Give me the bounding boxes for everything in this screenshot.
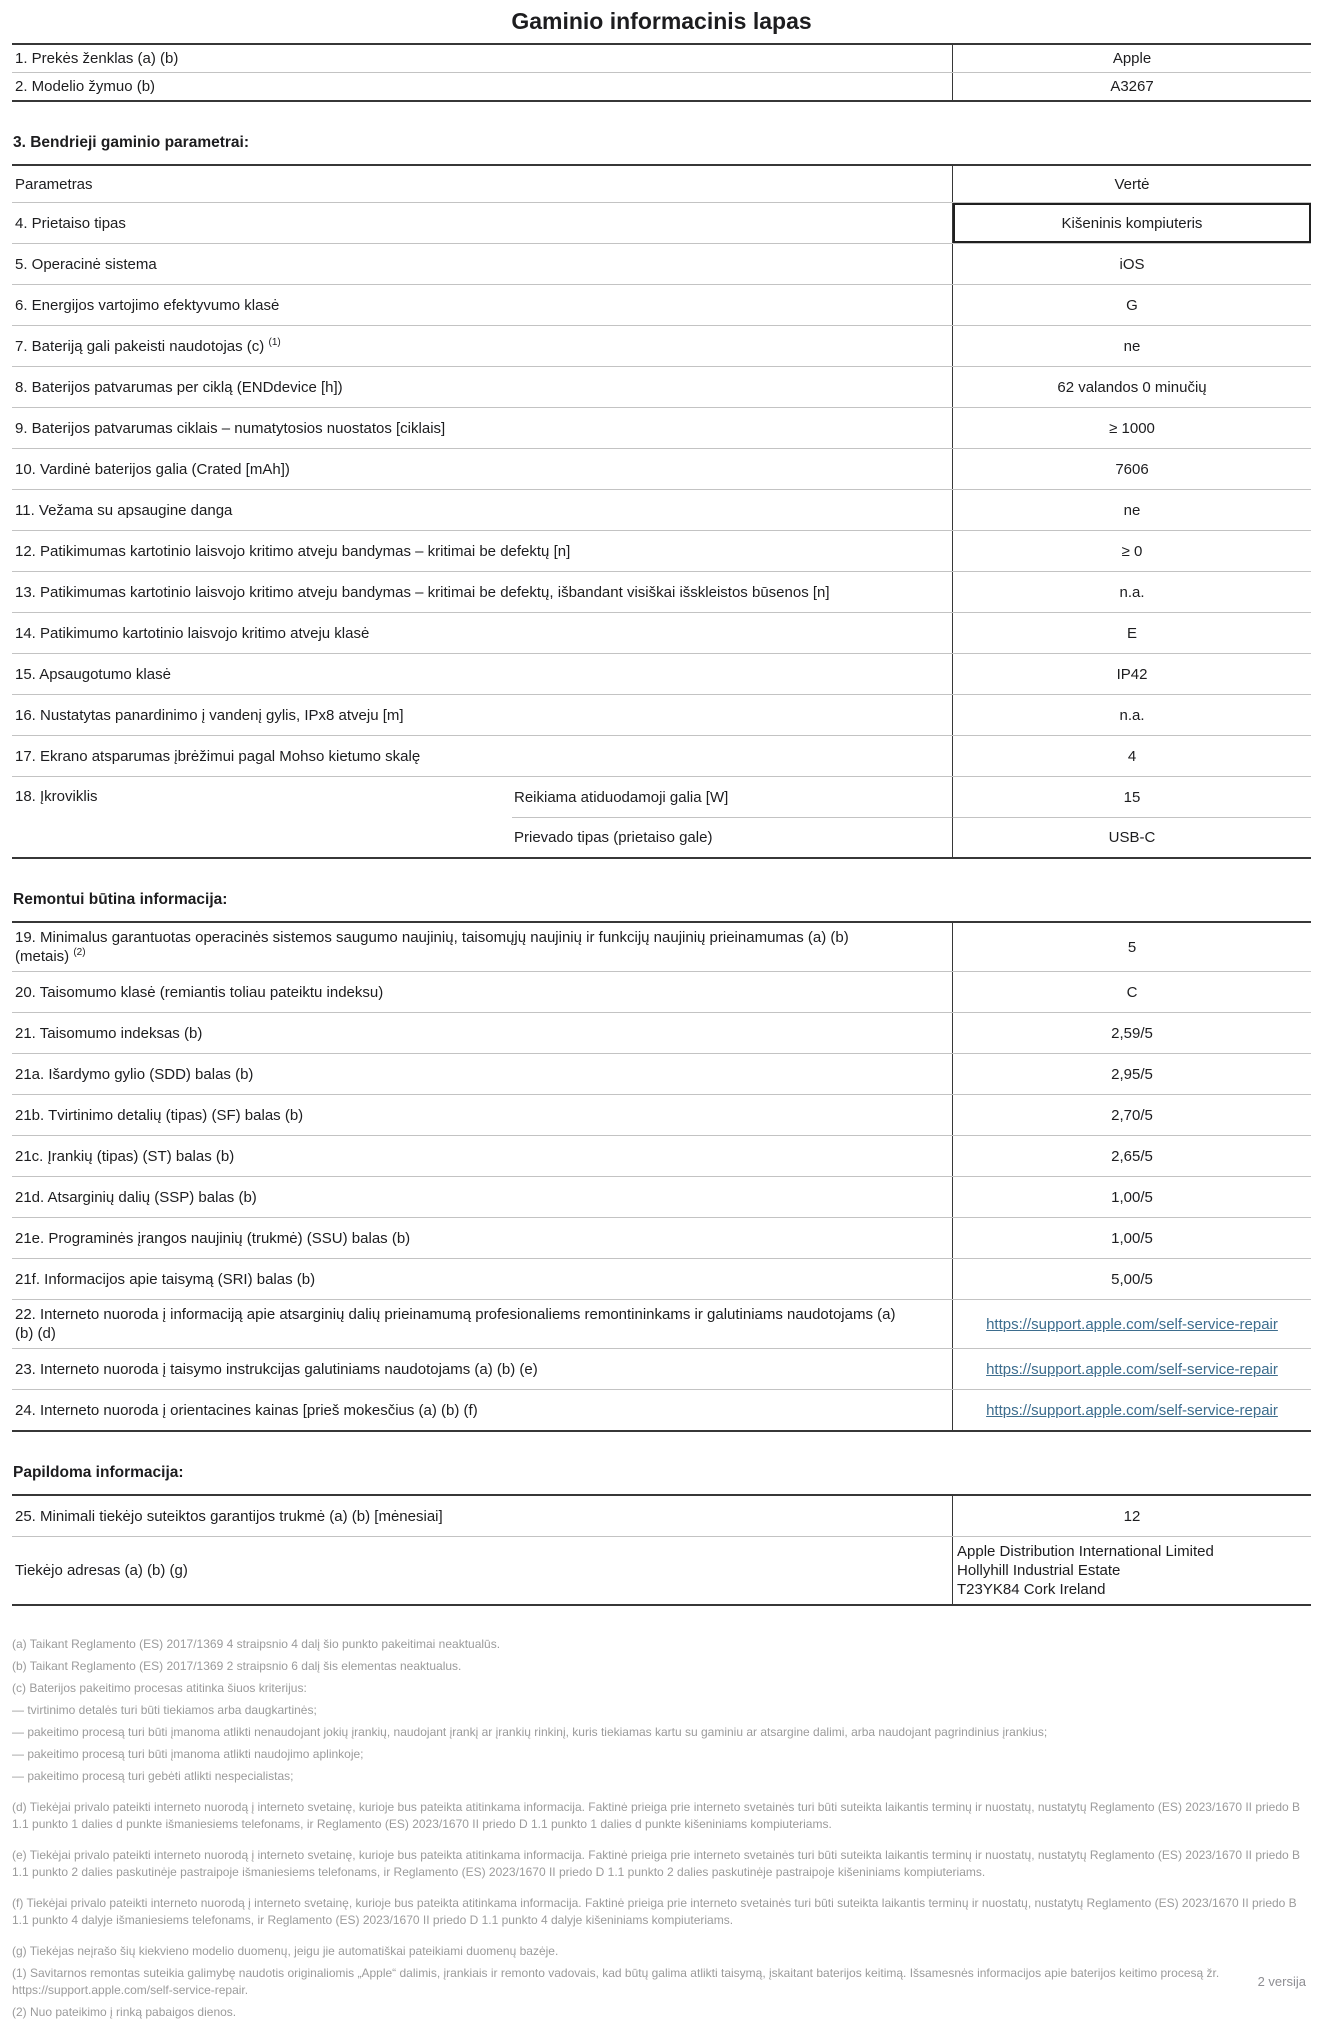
param-label-text: 17. Ekrano atsparumas įbrėžimui pagal Mohso kietumo skalę <box>15 747 421 765</box>
param-label-text: 21f. Informacijos apie taisymą (SRI) balas (b) <box>15 1270 316 1288</box>
param-row <box>12 530 1311 571</box>
param-label-text: 1. Prekės ženklas (a) (b) <box>15 50 179 67</box>
param-label-text: 7. Bateriją gali pakeisti naudotojas (c) $^{(1)}$ <box>15 336 281 355</box>
address-line: Apple Distribution International Limited <box>957 1543 1214 1560</box>
param-label-text: 14. Patikimumo kartotinio laisvojo kritimo atveju klasė <box>15 624 370 642</box>
param-label <box>12 326 952 366</box>
param-value <box>952 1537 1311 1604</box>
param-label <box>12 531 952 571</box>
param-row <box>12 1496 1311 1536</box>
param-value: 1,00/5 <box>952 1177 1311 1217</box>
param-value: 2,70/5 <box>952 1095 1311 1135</box>
param-value: n.a. <box>952 695 1311 735</box>
param-label-text: 11. Vežama su apsaugine danga <box>15 501 233 519</box>
footnote: — pakeitimo procesą turi gebėti atlikti nespecialistas; <box>12 1769 294 1783</box>
param-label-text: 2. Modelio žymuo (b) <box>15 78 156 95</box>
param-row <box>12 971 1311 1012</box>
footnote: (e) Tiekėjai privalo pateikti interneto nuorodą į interneto svetainę, kurioje bus pateikta atitinkama informacija. Faktinė prieiga prie interneto svetainės turi būti suteikta laikantis terminų ir nuostatų, nustatytų Reglamento (ES) 2023/1670 II priedo B 1.1 punkto 2 dalies paskutinėje pastraipoje išmaniesiems telefonams, ir Reglamento (ES) 2023/1670 II priedo D 1.1 punkto 2 dalies paskutinėje pastraipoje kišeniniams kompiuteriams. <box>12 1847 1301 1879</box>
param-label-text: 5. Operacinė sistema <box>15 255 157 273</box>
param-value <box>952 1390 1311 1430</box>
param-value: ne <box>952 490 1311 530</box>
param-label <box>12 285 952 325</box>
value-link[interactable]: https://support.apple.com/self-service-repair <box>986 1315 1278 1333</box>
param-value: A3267 <box>952 73 1311 100</box>
param-label-text: 21d. Atsarginių dalių (SSP) balas (b) <box>15 1188 257 1206</box>
param-label <box>12 736 952 776</box>
col-header-parametras: Parametras <box>15 175 93 193</box>
footnote: (1) Savitarnos remontas suteikia galimybę naudotis originaliomis „Apple“ dalimis, įrankiais ir remonto vadovais, kad būtų galima atlikti taisymą, įskaitant baterijos keitimą. Išsamesnės informacijos apie baterijos keitimo procesą žr. https://support.apple.com/self-service-repair. <box>12 1965 1220 1997</box>
param-label <box>12 490 952 530</box>
footnote: — tvirtinimo detalės turi būti tiekiamos arba daugkartinės; <box>12 1703 317 1717</box>
param-row <box>12 923 1311 971</box>
section-heading-repair: Remontui būtina informacija: <box>13 891 228 908</box>
footnotes <box>12 1636 1311 2022</box>
param-label <box>12 203 952 243</box>
param-label-text: 15. Apsaugotumo klasė <box>15 665 171 683</box>
param-row <box>12 72 1311 100</box>
param-sublabel: Reikiama atiduodamoji galia [W] <box>514 788 729 806</box>
param-value: 5,00/5 <box>952 1259 1311 1299</box>
footnote: (f) Tiekėjai privalo pateikti interneto nuorodą į interneto svetainę, kurioje bus pateikta atitinkama informacija. Faktinė prieiga prie interneto svetainės turi būti suteikta laikantis terminų ir nuostatų, nustatytų Reglamento (ES) 2023/1670 II priedo B 1.1 punkto 4 dalyje išmaniesiems telefonams, ir Reglamento (ES) 2023/1670 II priedo D 1.1 punkto 4 dalyje kišeniniams kompiuteriams. <box>12 1895 1297 1927</box>
section-heading-general: 3. Bendrieji gaminio parametrai: <box>13 134 250 151</box>
param-value: n.a. <box>952 572 1311 612</box>
param-label-text: 18. Įkroviklis <box>15 788 98 805</box>
value-link[interactable]: https://support.apple.com/self-service-repair <box>986 1360 1278 1378</box>
param-value <box>952 1349 1311 1389</box>
footnote: (g) Tiekėjas neįrašo šių kiekvieno modelio duomenų, jeigu jie automatiškai pateikiami duomenų bazėje. <box>12 1943 559 1958</box>
param-label-text: 19. Minimalus garantuotas operacinės sistemos saugumo naujinių, taisomųjų naujinių ir funkcijų naujinių prieinamumas (a) (b) (metais) $^{(2)}$ <box>15 929 849 965</box>
footnote: (a) Taikant Reglamento (ES) 2017/1369 4 straipsnio 4 dalį šio punkto pakeitimai neaktualūs. <box>12 1637 501 1651</box>
param-value: 4 <box>952 736 1311 776</box>
param-value: 2,95/5 <box>952 1054 1311 1094</box>
param-label <box>12 1537 952 1604</box>
param-row <box>12 1053 1311 1094</box>
table-header-row <box>12 166 1311 202</box>
address-line: T23YK84 Cork Ireland <box>957 1581 1106 1598</box>
param-value: G <box>952 285 1311 325</box>
param-value: C <box>952 972 1311 1012</box>
param-label <box>12 1054 952 1094</box>
param-row <box>12 1217 1311 1258</box>
param-row <box>12 202 1311 243</box>
param-label <box>12 408 952 448</box>
param-label <box>12 1177 952 1217</box>
param-row <box>12 366 1311 407</box>
param-label-text: 21b. Tvirtinimo detalių (tipas) (SF) balas (b) <box>15 1106 304 1124</box>
param-label <box>12 449 952 489</box>
param-label <box>12 1496 952 1536</box>
param-row <box>12 1536 1311 1604</box>
param-label-text: 21e. Programinės įrangos naujinių (trukmė) (SSU) balas (b) <box>15 1229 411 1247</box>
param-value: E <box>952 613 1311 653</box>
param-row <box>12 1348 1311 1389</box>
param-label <box>12 1259 952 1299</box>
address-line: Hollyhill Industrial Estate <box>957 1562 1121 1579</box>
param-row <box>12 243 1311 284</box>
param-row <box>12 694 1311 735</box>
param-value: USB-C <box>952 817 1311 857</box>
param-row-charger <box>12 776 1311 857</box>
param-value: 7606 <box>952 449 1311 489</box>
param-label-text: 4. Prietaiso tipas <box>15 214 126 232</box>
param-value: ne <box>952 326 1311 366</box>
section-heading-additional: Papildoma informacija: <box>13 1464 184 1481</box>
param-label-text: Tiekėjo adresas (a) (b) (g) <box>15 1562 188 1579</box>
param-value: 2,59/5 <box>952 1013 1311 1053</box>
footnote: — pakeitimo procesą turi būti įmanoma atlikti naudojimo aplinkoje; <box>12 1747 364 1761</box>
param-label <box>12 572 952 612</box>
param-value: Apple <box>952 45 1311 72</box>
param-label-text: 10. Vardinė baterijos galia (Crated [mAh]) <box>15 460 290 478</box>
param-sublabel: Prievado tipas (prietaiso gale) <box>512 817 952 857</box>
footnote: (2) Nuo pateikimo į rinką pabaigos dienos. <box>12 2005 237 2019</box>
param-label <box>12 1300 952 1348</box>
param-row <box>12 1299 1311 1348</box>
param-label-text: 9. Baterijos patvarumas ciklais – numatytosios nuostatos [ciklais] <box>15 419 446 437</box>
param-label-text: 21. Taisomumo indeksas (b) <box>15 1024 203 1042</box>
param-label <box>12 45 952 72</box>
param-label-text: 13. Patikimumas kartotinio laisvojo kritimo atveju bandymas – kritimai be defektų, išbandant visiškai išskleistos būsenos [n] <box>15 583 830 601</box>
page-title: Gaminio informacinis lapas <box>511 8 812 34</box>
param-row <box>12 448 1311 489</box>
param-label-text: 20. Taisomumo klasė (remiantis toliau pateiktu indeksu) <box>15 983 384 1001</box>
param-row <box>12 653 1311 694</box>
param-label-text: 16. Nustatytas panardinimo į vandenį gylis, IPx8 atveju [m] <box>15 706 404 724</box>
param-row <box>12 1012 1311 1053</box>
param-label <box>12 244 952 284</box>
param-label-text: 23. Interneto nuoroda į taisymo instrukcijas galutiniams naudotojams (a) (b) (e) <box>15 1360 538 1378</box>
param-value: 12 <box>952 1496 1311 1536</box>
param-value: 62 valandos 0 minučių <box>952 367 1311 407</box>
col-header-verte: Vertė <box>952 166 1311 202</box>
footnote: (c) Baterijos pakeitimo procesas atitinka šiuos kriterijus: <box>12 1681 307 1695</box>
param-label <box>12 1390 952 1430</box>
param-value: ≥ 0 <box>952 531 1311 571</box>
param-row <box>12 735 1311 776</box>
param-label-text: 25. Minimali tiekėjo suteiktos garantijos trukmė (a) (b) [mėnesiai] <box>15 1507 443 1525</box>
footnote: (d) Tiekėjai privalo pateikti interneto nuorodą į interneto svetainę, kurioje bus pateikta atitinkama informacija. Faktinė prieiga prie interneto svetainės turi būti suteikta laikantis terminų ir nuostatų, nustatytų Reglamento (ES) 2023/1670 II priedo B 1.1 punkto 1 dalies d punkte išmaniesiems telefonams, ir Reglamento (ES) 2023/1670 II priedo D 1.1 punkto 1 dalies d punkte kišeniniams kompiuteriams. <box>12 1799 1301 1831</box>
param-label <box>12 1095 952 1135</box>
param-row <box>12 1135 1311 1176</box>
param-label <box>12 695 952 735</box>
param-value <box>952 1300 1311 1348</box>
address-lines <box>957 1542 1214 1599</box>
param-label <box>12 972 952 1012</box>
param-label <box>12 1013 952 1053</box>
param-row <box>12 284 1311 325</box>
param-label-text: 8. Baterijos patvarumas per ciklą (ENDdevice [h]) <box>15 378 343 396</box>
param-value: IP42 <box>952 654 1311 694</box>
param-label <box>12 1136 952 1176</box>
repair-info-table <box>12 921 1311 1432</box>
param-row <box>12 1176 1311 1217</box>
footnote-marker: (2) <box>73 947 86 958</box>
param-label <box>12 367 952 407</box>
param-value: ≥ 1000 <box>952 408 1311 448</box>
param-row <box>12 1389 1311 1430</box>
param-value: 15 <box>952 777 1311 817</box>
param-label <box>12 1349 952 1389</box>
param-label <box>12 654 952 694</box>
param-row <box>12 45 1311 72</box>
param-label <box>12 613 952 653</box>
footnote: — pakeitimo procesą turi būti įmanoma atlikti nenaudojant jokių įrankių, naudojant įrankį ar įrankių rinkinį, kuris tiekiamas kartu su gaminiu ar atsargine dalimi, arba naudojant pagrindinius įrankius; <box>12 1725 1048 1739</box>
param-value: 2,65/5 <box>952 1136 1311 1176</box>
param-row <box>12 1258 1311 1299</box>
version-label: 2 versija <box>1257 1974 1306 1989</box>
footnote-marker: (1) <box>268 336 281 348</box>
param-value: iOS <box>952 244 1311 284</box>
param-label-text: 22. Interneto nuoroda į informaciją apie atsarginių dalių prieinamumą profesionaliems remontininkams ir galutiniams naudotojams (a) (b) (d) <box>15 1306 896 1342</box>
param-label-text: 24. Interneto nuoroda į orientacines kainas [prieš mokesčius (a) (b) (f) <box>15 1401 478 1419</box>
param-label <box>12 1218 952 1258</box>
param-label-text: 6. Energijos vartojimo efektyvumo klasė <box>15 296 280 314</box>
param-label-text: 12. Patikimumas kartotinio laisvojo kritimo atveju bandymas – kritimai be defektų [n] <box>15 542 571 560</box>
param-row <box>12 612 1311 653</box>
general-parameters-table <box>12 164 1311 859</box>
param-label <box>12 777 512 857</box>
param-value: Kišeninis kompiuteris <box>952 203 1311 243</box>
param-label <box>12 73 952 100</box>
param-label <box>12 923 952 971</box>
param-value: 5 <box>952 923 1311 971</box>
param-row <box>12 407 1311 448</box>
param-label-text: 21c. Įrankių (tipas) (ST) balas (b) <box>15 1147 235 1165</box>
param-row <box>12 1094 1311 1135</box>
value-link[interactable]: https://support.apple.com/self-service-repair <box>986 1401 1278 1419</box>
param-label-text: 21a. Išardymo gylio (SDD) balas (b) <box>15 1065 254 1083</box>
param-row <box>12 571 1311 612</box>
additional-info-table <box>12 1494 1311 1606</box>
param-row <box>12 489 1311 530</box>
param-row <box>12 325 1311 366</box>
param-value: 1,00/5 <box>952 1218 1311 1258</box>
footnote: (b) Taikant Reglamento (ES) 2017/1369 2 straipsnio 6 dalį šis elementas neaktualus. <box>12 1659 462 1673</box>
brand-model-table <box>12 43 1311 102</box>
